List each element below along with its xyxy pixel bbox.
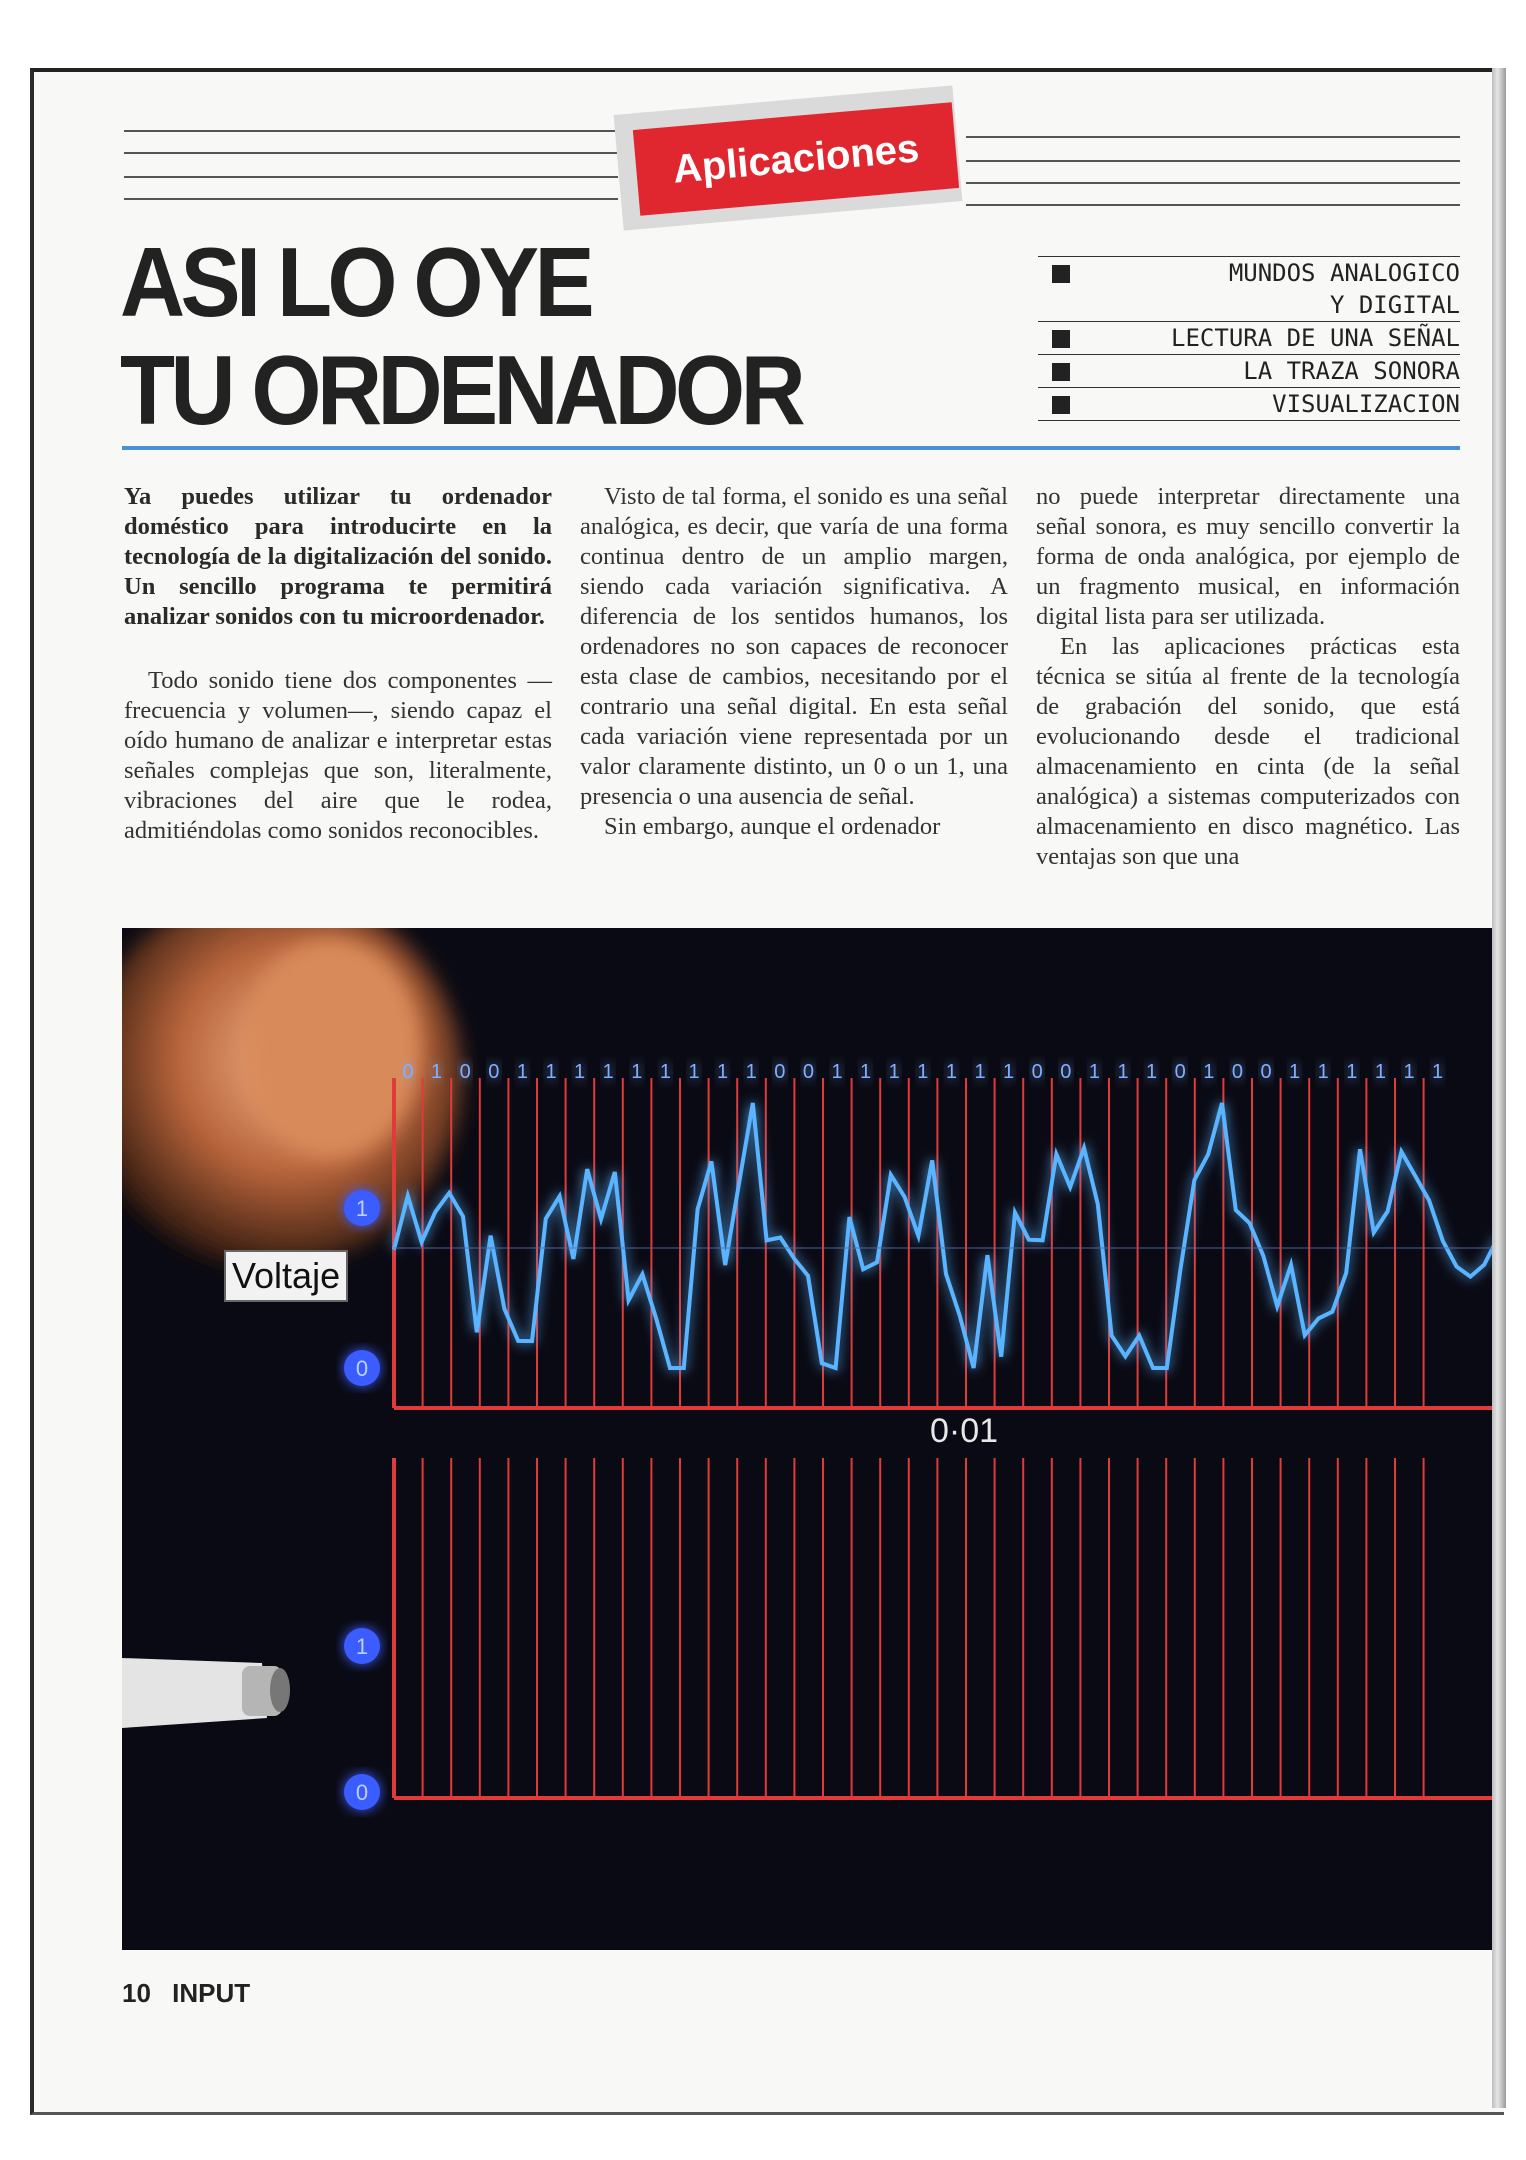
time-label: 0·01	[930, 1412, 999, 1450]
article-column-3	[1036, 482, 1460, 872]
bit-label: 1	[860, 1061, 872, 1083]
waveform-figure	[122, 928, 1492, 1950]
bit-label: 0	[488, 1061, 500, 1083]
bit-label: 0	[802, 1061, 814, 1083]
bit-label: 1	[945, 1061, 957, 1083]
article-paragraph: Sin embargo, aunque el ordenador	[604, 813, 941, 840]
bit-label: 0	[402, 1061, 414, 1083]
bit-label: 1	[1403, 1061, 1415, 1083]
signal-illustration	[122, 928, 1492, 1950]
page-title	[120, 228, 801, 444]
page-footer	[122, 1978, 264, 2009]
square-bullet-icon	[1052, 396, 1070, 414]
header-rule	[124, 130, 618, 132]
bit-label: 0	[1060, 1061, 1072, 1083]
voltage-label: Voltaje	[224, 1250, 348, 1302]
axis-value-label: 0	[355, 1780, 369, 1805]
page-number: 10	[122, 1978, 151, 2008]
article-paragraph: En las aplicaciones prácticas esta técnica se sitúa al frente de la tecnología de grabación del sonido, que está evolucionando desde el tradicional almacenamiento en cinta (de la señal analógica) a sistemas computerizados con almacenamiento en disco magnético. Las ventajas son que una	[1036, 633, 1460, 870]
bit-label: 0	[774, 1061, 786, 1083]
title-line-2: TU ORDENADOR	[120, 335, 802, 445]
bit-label: 1	[1289, 1061, 1301, 1083]
bit-label: 0	[1231, 1061, 1243, 1083]
bit-label: 1	[574, 1061, 586, 1083]
square-bullet-icon	[1052, 363, 1070, 381]
bit-label: 1	[1088, 1061, 1100, 1083]
title-divider	[122, 446, 1460, 450]
bit-label: 0	[459, 1061, 471, 1083]
bit-label: 1	[631, 1061, 643, 1083]
article-paragraph: Todo sonido tiene dos componentes —frecuencia y volumen—, siendo capaz el oído humano de analizar e interpretar estas señales complejas que son, literalmente, vibraciones del aire que le rodea, admitiéndolas como sonidos reconocibles.	[124, 667, 552, 844]
bit-label: 1	[545, 1061, 557, 1083]
article-column-1	[124, 482, 552, 846]
bit-label: 1	[602, 1061, 614, 1083]
topic-item: VISUALIZACION	[1038, 388, 1460, 421]
bit-label: 1	[1346, 1061, 1358, 1083]
bit-label: 1	[516, 1061, 528, 1083]
header-rule	[966, 182, 1460, 184]
bit-label: 1	[431, 1061, 443, 1083]
bit-label: 1	[1117, 1061, 1129, 1083]
bit-label: 0	[1174, 1061, 1186, 1083]
article-paragraph: Visto de tal forma, el sonido es una señal analógica, es decir, que varía de una forma continua dentro de un amplio margen, siendo cada variación significativa. A diferencia de los sentidos humanos, los ordenadores no son capaces de reconocer esta clase de cambios, necesitando por el contrario una señal digital. En esta señal cada variación viene representada por un valor claramente distinto, un 0 o un 1, una presencia o una ausencia de señal.	[580, 483, 1008, 810]
bit-label: 1	[688, 1061, 700, 1083]
axis-value-label: 1	[355, 1634, 369, 1659]
bit-label: 0	[1260, 1061, 1272, 1083]
topic-item: LECTURA DE UNA SEÑAL	[1038, 322, 1460, 355]
bit-label: 1	[717, 1061, 729, 1083]
bit-label: 1	[1317, 1061, 1329, 1083]
axis-value-label: 0	[355, 1356, 369, 1381]
section-tab: Aplicaciones	[633, 102, 959, 216]
bit-label: 1	[1432, 1061, 1444, 1083]
page-edge	[1492, 68, 1506, 2108]
header-rule	[966, 136, 1460, 138]
bit-label: 1	[917, 1061, 929, 1083]
bit-label: 1	[1003, 1061, 1015, 1083]
bit-label: 1	[1374, 1061, 1386, 1083]
bit-label: 1	[1203, 1061, 1215, 1083]
topics-box	[1038, 256, 1460, 421]
topic-item: Y DIGITAL	[1038, 289, 1460, 322]
microphone-photo	[122, 1658, 290, 1728]
bit-label: 1	[659, 1061, 671, 1083]
axis-value-label: 1	[355, 1196, 369, 1221]
header-rule	[966, 204, 1460, 206]
title-line-1: ASI LO OYE	[120, 227, 591, 337]
square-bullet-icon	[1052, 330, 1070, 348]
bit-label: 1	[1146, 1061, 1158, 1083]
article-column-2	[580, 482, 1008, 842]
bit-label: 1	[888, 1061, 900, 1083]
bit-label: 1	[831, 1061, 843, 1083]
topic-item: MUNDOS ANALOGICO	[1038, 256, 1460, 289]
header-rule	[124, 176, 618, 178]
header-rule	[124, 198, 618, 200]
header-rule	[966, 160, 1460, 162]
bit-label: 1	[745, 1061, 757, 1083]
topic-item: LA TRAZA SONORA	[1038, 355, 1460, 388]
bit-label: 1	[974, 1061, 986, 1083]
square-bullet-icon	[1052, 265, 1070, 283]
header-rule	[124, 152, 618, 154]
magazine-name: INPUT	[172, 1978, 251, 2008]
article-intro: Ya puedes utilizar tu ordenador doméstico para introducirte en la tecnología de la digitalización del sonido. Un sencillo programa te permitirá analizar sonidos con tu microordenador.	[124, 483, 552, 630]
article-paragraph: no puede interpretar directamente una señal sonora, es muy sencillo convertir la forma de onda analógica, por ejemplo de un fragmento musical, en información digital lista para ser utilizada.	[1036, 483, 1460, 630]
bit-label: 0	[1031, 1061, 1043, 1083]
